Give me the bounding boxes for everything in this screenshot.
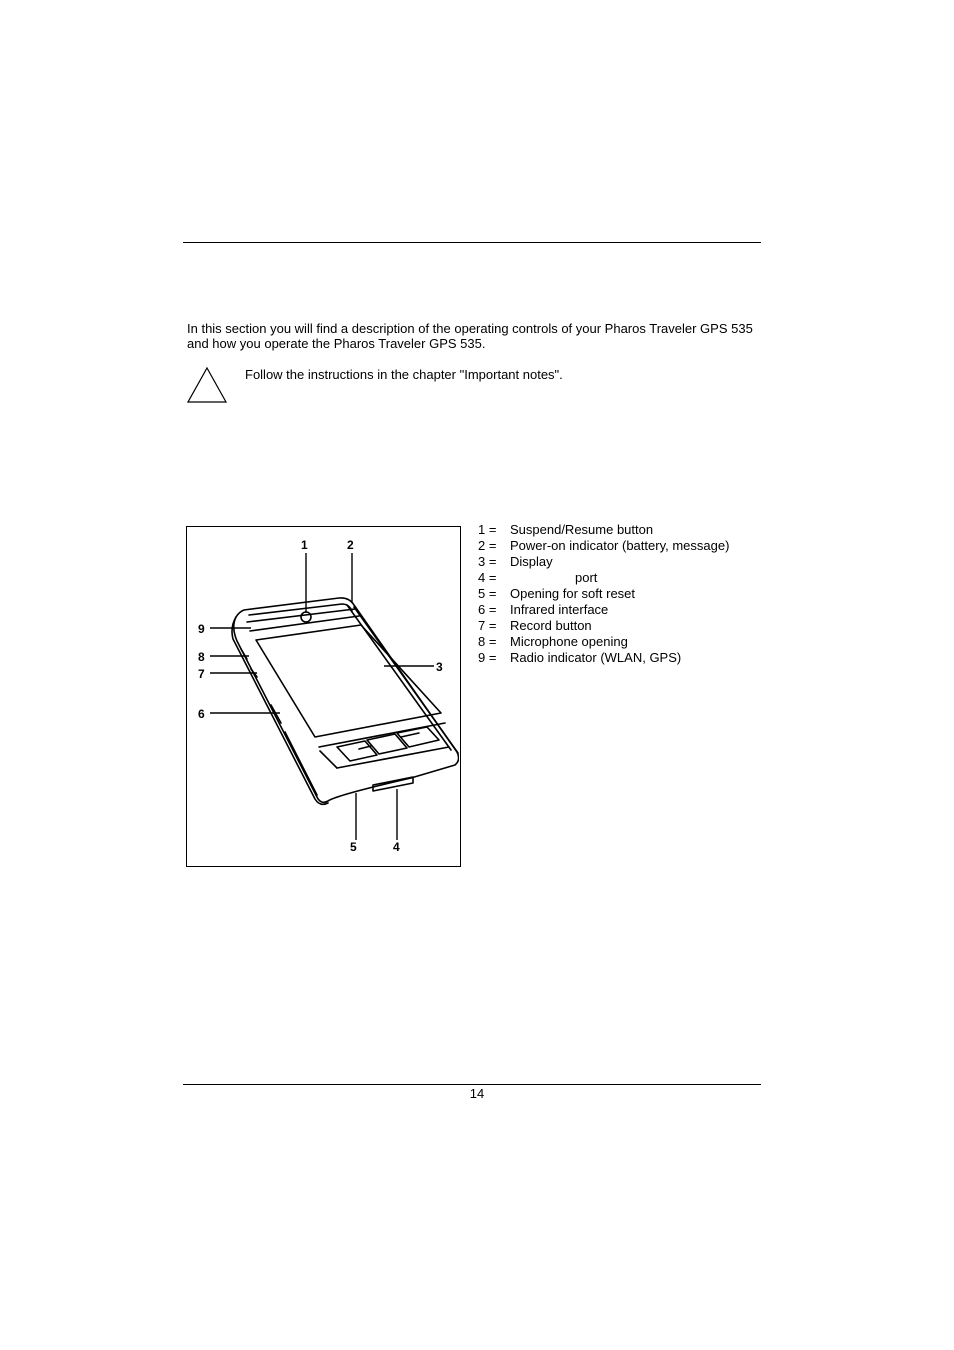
legend-description: Power-on indicator (battery, message): [510, 538, 730, 553]
legend-number: 4 =: [478, 570, 497, 585]
header-rule: [183, 242, 761, 243]
legend-description: Suspend/Resume button: [510, 522, 654, 537]
display-screen: [256, 625, 441, 737]
legend-item: [478, 618, 592, 634]
legend-description: Record button: [510, 618, 592, 633]
intro-paragraph: [187, 321, 767, 351]
legend-item: [478, 538, 730, 554]
legend-description: port: [510, 570, 598, 585]
callout-9: 9: [198, 622, 205, 636]
legend-number: 1 =: [478, 522, 497, 537]
legend-item: [478, 586, 636, 602]
callout-4: 4: [393, 840, 400, 854]
legend-number: 9 =: [478, 650, 497, 665]
warning-triangle-icon: [187, 366, 229, 404]
legend-number: 2 =: [478, 538, 497, 553]
callout-3: 3: [436, 660, 443, 674]
intro-line-2: and how you operate the Pharos Traveler GPS 535.: [187, 336, 486, 351]
note-text: Follow the instructions in the chapter "Important notes".: [245, 367, 563, 382]
legend-item: [478, 570, 598, 586]
legend-description: Infrared interface: [510, 602, 609, 617]
callout-1: 1: [301, 538, 308, 552]
legend-item: [478, 650, 682, 666]
callout-2: 2: [347, 538, 354, 552]
figure-legend: [478, 522, 730, 666]
legend-number: 7 =: [478, 618, 497, 633]
intro-line-1: In this section you will find a description of the operating controls of your Pharos Traveler GPS 535: [187, 321, 753, 336]
legend-number: 6 =: [478, 602, 497, 617]
legend-number: 8 =: [478, 634, 497, 649]
legend-item: [478, 522, 654, 538]
legend-description: Radio indicator (WLAN, GPS): [510, 650, 682, 665]
suspend-button: [301, 612, 311, 622]
legend-description: Opening for soft reset: [510, 586, 636, 601]
legend-description: Microphone opening: [510, 634, 628, 649]
legend-number: 3 =: [478, 554, 497, 569]
legend-description: Display: [510, 554, 553, 569]
callout-7: 7: [198, 667, 205, 681]
page-number: 14: [469, 1086, 485, 1101]
footer-rule: [183, 1084, 761, 1085]
callout-5: 5: [350, 840, 357, 854]
legend-number: 5 =: [478, 586, 497, 601]
device-illustration: [187, 527, 459, 865]
callout-8: 8: [198, 650, 205, 664]
device-figure: [186, 526, 461, 867]
legend-item: [478, 634, 628, 650]
legend-item: [478, 554, 553, 570]
callout-6: 6: [198, 707, 205, 721]
legend-item: [478, 602, 609, 618]
